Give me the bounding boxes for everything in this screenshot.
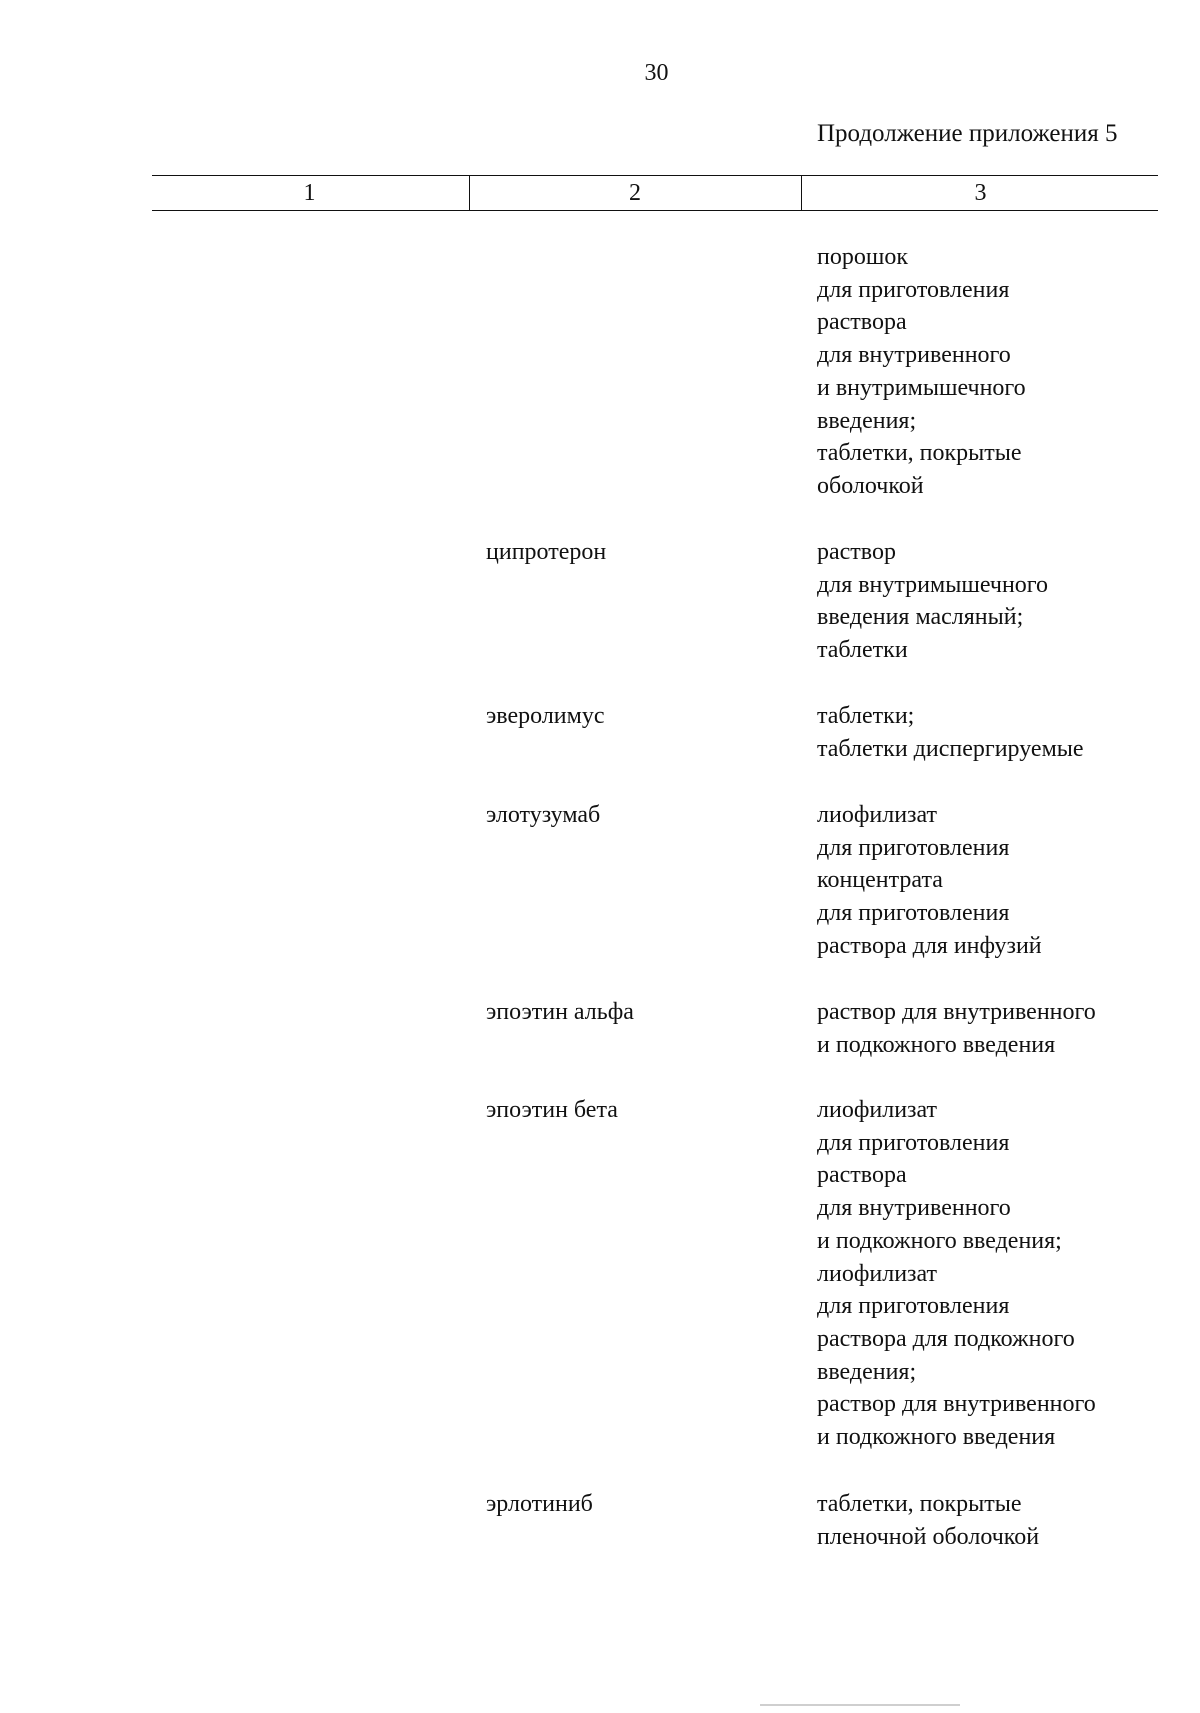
drug-name: эверолимус: [486, 703, 605, 729]
form-line: для приготовления: [817, 1129, 1010, 1156]
form-line: для внутривенного: [817, 1195, 1011, 1222]
dosage-forms: [817, 700, 1084, 765]
table-header-row: [152, 175, 1158, 211]
form-line: для приготовления: [817, 276, 1010, 303]
form-line: лиофилизат: [817, 802, 938, 828]
form-line: раствор для внутривенного: [817, 1391, 1096, 1418]
scan-artifact: [760, 1704, 960, 1706]
dosage-forms: [817, 996, 1096, 1061]
form-line: порошок: [817, 244, 908, 270]
form-line: таблетки диспергируемые: [817, 735, 1084, 762]
dosage-forms: [817, 799, 1042, 963]
form-line: таблетки: [817, 637, 908, 664]
form-line: концентрата: [817, 867, 943, 894]
form-line: раствора: [817, 309, 907, 336]
dosage-forms: [817, 241, 1026, 503]
dosage-forms: [817, 536, 1048, 667]
drug-name: эпоэтин альфа: [486, 999, 634, 1025]
continuation-heading: Продолжение приложения 5: [817, 120, 1118, 147]
drug-name: эпоэтин бета: [486, 1097, 618, 1123]
form-line: оболочкой: [817, 472, 924, 499]
drug-name: эрлотиниб: [486, 1491, 593, 1517]
drug-name: ципротерон: [486, 539, 607, 565]
form-line: лиофилизат: [817, 1097, 938, 1123]
dosage-forms: [817, 1488, 1039, 1553]
form-line: для внутривенного: [817, 342, 1011, 369]
form-line: раствора для инфузий: [817, 932, 1042, 959]
column-header-1: 1: [303, 180, 316, 206]
form-line: раствор: [817, 539, 896, 565]
column-header-2: 2: [469, 176, 800, 210]
dosage-forms: [817, 1094, 1096, 1454]
form-line: таблетки, покрытые: [817, 1491, 1022, 1517]
form-line: введения масляный;: [817, 604, 1024, 631]
form-line: и внутримышечного: [817, 374, 1026, 401]
form-line: для приготовления: [817, 900, 1010, 927]
form-line: и подкожного введения;: [817, 1227, 1062, 1254]
form-line: и подкожного введения: [817, 1031, 1056, 1058]
form-line: таблетки;: [817, 703, 915, 729]
form-line: раствор для внутривенного: [817, 999, 1096, 1025]
form-line: раствора: [817, 1162, 907, 1189]
form-line: для приготовления: [817, 834, 1010, 861]
form-line: и подкожного введения: [817, 1424, 1056, 1451]
column-header-3: 3: [801, 176, 1159, 210]
form-line: для внутримышечного: [817, 571, 1049, 598]
form-line: лиофилизат: [817, 1260, 938, 1287]
form-line: для приготовления: [817, 1293, 1010, 1320]
form-line: пленочной оболочкой: [817, 1523, 1040, 1550]
form-line: введения;: [817, 1358, 917, 1385]
form-line: таблетки, покрытые: [817, 440, 1022, 467]
drug-name: элотузумаб: [486, 802, 601, 828]
form-line: раствора для подкожного: [817, 1325, 1075, 1352]
form-line: введения;: [817, 407, 917, 434]
page-number: 30: [644, 60, 669, 86]
